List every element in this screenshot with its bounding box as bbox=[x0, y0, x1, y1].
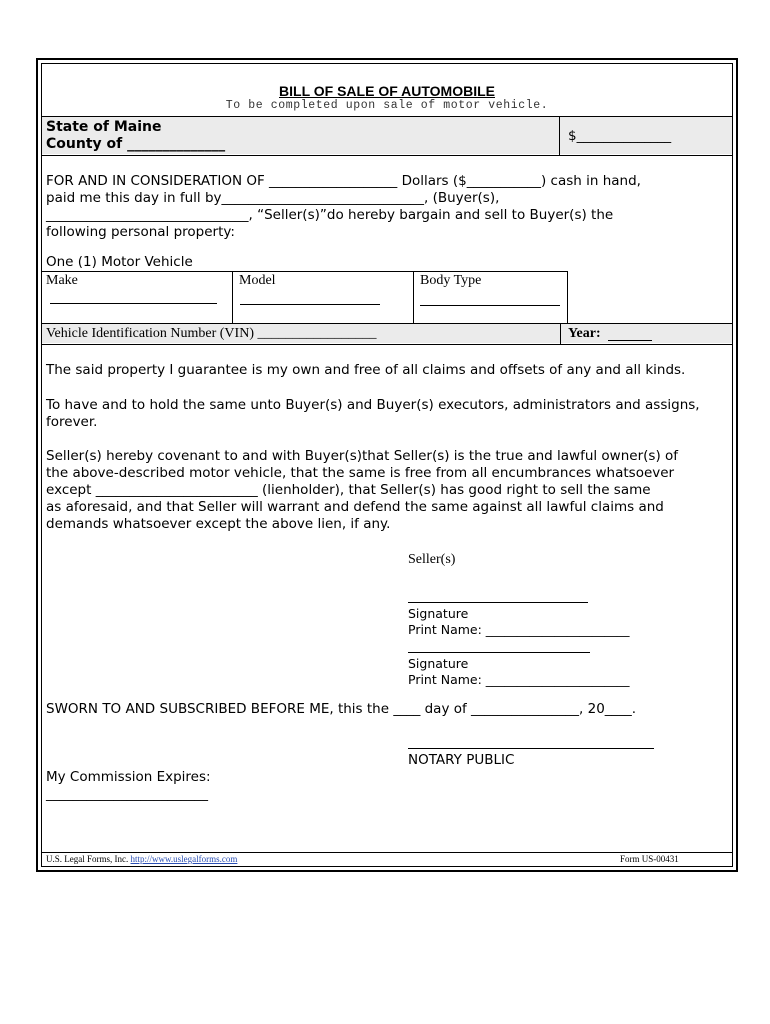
vin-field[interactable]: Vehicle Identification Number (VIN) _________________ bbox=[46, 326, 377, 341]
make-field[interactable] bbox=[50, 303, 217, 304]
divider bbox=[559, 116, 560, 155]
body-type-header: Body Type bbox=[420, 273, 482, 288]
body-type-field[interactable] bbox=[420, 305, 560, 306]
model-field[interactable] bbox=[240, 304, 380, 305]
commission-field[interactable]: ________________________ bbox=[46, 786, 208, 802]
covenant-text: as aforesaid, and that Seller will warrant and defend the same against all lawful claims and bbox=[46, 499, 664, 515]
consideration-line: FOR AND IN CONSIDERATION OF ___________________ Dollars ($___________) cash in hand, bbox=[46, 173, 641, 189]
print-name-field-2[interactable]: Print Name: _______________________ bbox=[408, 672, 630, 687]
signature-line-2[interactable] bbox=[408, 652, 590, 653]
notary-label: NOTARY PUBLIC bbox=[408, 752, 515, 768]
signature-label-2: Signature bbox=[408, 656, 469, 671]
seller-heading: Seller(s) bbox=[408, 552, 456, 567]
divider bbox=[413, 271, 414, 323]
divider bbox=[567, 271, 568, 323]
commission-label: My Commission Expires: bbox=[46, 769, 211, 785]
consideration-line: paid me this day in full by______________________________, (Buyer(s), bbox=[46, 190, 500, 206]
consideration-line: following personal property: bbox=[46, 224, 235, 240]
hold-text: To have and to hold the same unto Buyer(s) and Buyer(s) executors, administrators and assigns, bbox=[46, 397, 700, 413]
hold-text: forever. bbox=[46, 414, 98, 430]
dollar-amount-field[interactable]: $______________ bbox=[568, 128, 672, 144]
county-field[interactable]: County of ______________ bbox=[46, 136, 226, 152]
divider bbox=[41, 852, 733, 853]
divider bbox=[41, 344, 733, 345]
covenant-text: the above-described motor vehicle, that the same is free from all encumbrances whatsoever bbox=[46, 465, 675, 481]
sworn-text: SWORN TO AND SUBSCRIBED BEFORE ME, this the ____ day of ________________, 20____. bbox=[46, 701, 637, 717]
signature-line-1[interactable] bbox=[408, 602, 588, 603]
guarantee-text: The said property I guarantee is my own and free of all claims and offsets of any and all kinds. bbox=[46, 362, 686, 378]
footer-form-number: Form US-00431 bbox=[620, 854, 679, 864]
divider bbox=[41, 271, 568, 272]
footer-company bbox=[46, 854, 237, 864]
year-label: Year: bbox=[568, 326, 601, 341]
divider bbox=[41, 155, 733, 156]
consideration-line: ______________________________, “Seller(s)”do hereby bargain and sell to Buyer(s) the bbox=[46, 207, 614, 223]
divider bbox=[560, 323, 561, 344]
covenant-text: except ________________________ (lienholder), that Seller(s) has good right to sell the same bbox=[46, 482, 651, 498]
state-label: State of Maine bbox=[46, 119, 162, 135]
form-title: BILL OF SALE OF AUTOMOBILE bbox=[279, 83, 495, 99]
model-header: Model bbox=[239, 273, 276, 288]
form-subtitle: To be completed upon sale of motor vehicle. bbox=[225, 99, 549, 112]
make-header: Make bbox=[46, 273, 78, 288]
footer-company-name: U.S. Legal Forms, Inc. bbox=[46, 854, 129, 864]
divider bbox=[232, 271, 233, 323]
print-name-field-1[interactable]: Print Name: _______________________ bbox=[408, 622, 630, 637]
year-field[interactable] bbox=[608, 340, 652, 341]
covenant-text: demands whatsoever except the above lien, if any. bbox=[46, 516, 391, 532]
vehicle-count: One (1) Motor Vehicle bbox=[46, 254, 193, 270]
covenant-text: Seller(s) hereby covenant to and with Buyer(s)that Seller(s) is the true and lawful owner(s) of bbox=[46, 448, 679, 464]
signature-label-1: Signature bbox=[408, 606, 469, 621]
footer-url-link[interactable]: http://www.uslegalforms.com bbox=[130, 854, 238, 864]
notary-signature-line[interactable] bbox=[408, 748, 654, 749]
